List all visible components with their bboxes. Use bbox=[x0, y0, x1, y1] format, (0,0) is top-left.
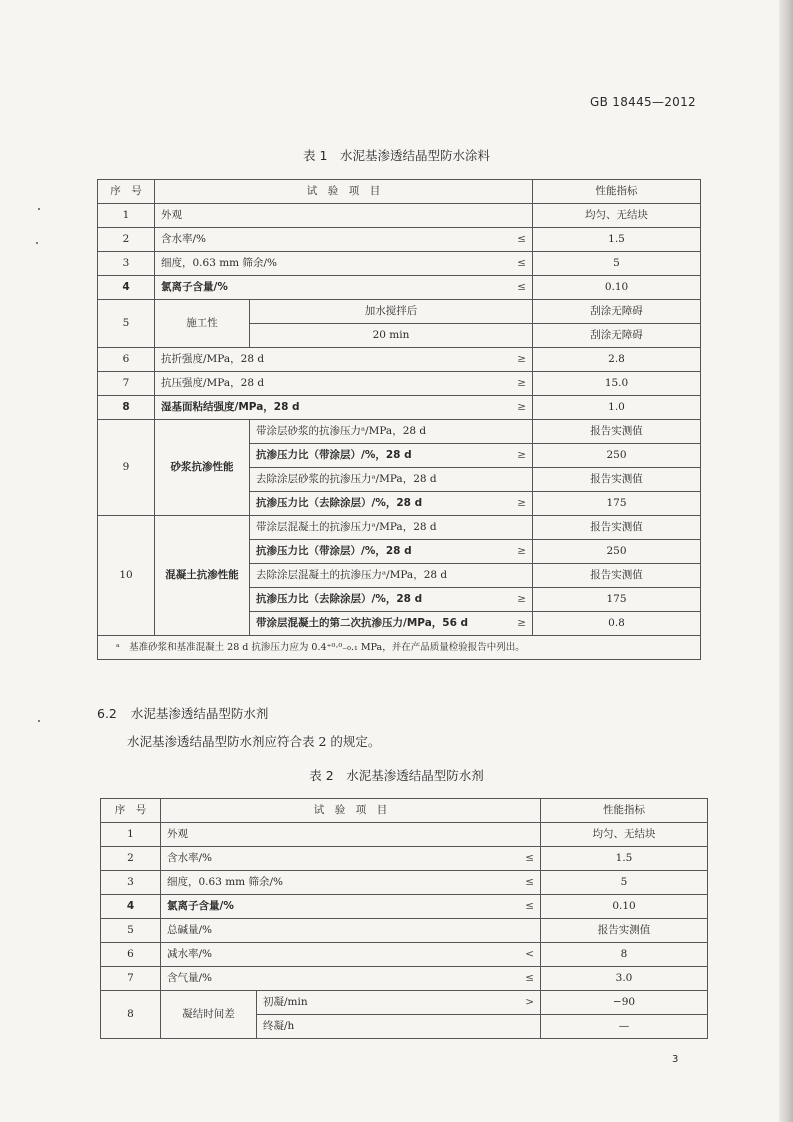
header-no: 序 号 bbox=[101, 799, 161, 823]
row-symbol: ≥ bbox=[500, 588, 533, 612]
row-symbol: ≥ bbox=[500, 396, 533, 420]
table-footnote-row bbox=[98, 636, 701, 660]
row-no: 7 bbox=[101, 967, 161, 991]
page-number: 3 bbox=[672, 1054, 679, 1065]
row-symbol: ≤ bbox=[507, 967, 541, 991]
row-symbol: ≥ bbox=[500, 612, 533, 636]
header-item: 试 验 项 目 bbox=[161, 799, 541, 823]
row-no: 6 bbox=[98, 348, 155, 372]
row-value: 250 bbox=[533, 444, 701, 468]
row-value: 175 bbox=[533, 588, 701, 612]
row-item: 减水率/% bbox=[161, 943, 507, 967]
section-paragraph: 水泥基渗透结晶型防水剂应符合表 2 的规定。 bbox=[127, 734, 381, 749]
row-value: 15.0 bbox=[533, 372, 701, 396]
row-subitem: 抗渗压力比（去除涂层）/%，28 d bbox=[250, 492, 500, 516]
row-value: −90 bbox=[541, 991, 708, 1015]
row-symbol: ≥ bbox=[500, 348, 533, 372]
row-value: 报告实测值 bbox=[533, 420, 701, 444]
row-value: 0.8 bbox=[533, 612, 701, 636]
row-no: 9 bbox=[98, 420, 155, 516]
page-edge-shadow bbox=[779, 0, 793, 1122]
table-row bbox=[98, 372, 701, 396]
row-value: 报告实测值 bbox=[533, 564, 701, 588]
row-value: 5 bbox=[533, 252, 701, 276]
table-row bbox=[101, 823, 708, 847]
table-row bbox=[98, 420, 701, 444]
table-header-row bbox=[98, 180, 701, 204]
row-no: 2 bbox=[101, 847, 161, 871]
table2-title: 表 2 水泥基渗透结晶型防水剂 bbox=[309, 768, 484, 783]
scan-speck bbox=[36, 242, 38, 244]
row-item: 抗折强度/MPa，28 d bbox=[155, 348, 500, 372]
row-no: 2 bbox=[98, 228, 155, 252]
row-symbol: < bbox=[507, 943, 541, 967]
row-value: 5 bbox=[541, 871, 708, 895]
row-item: 细度，0.63 mm 筛余/% bbox=[161, 871, 507, 895]
row-value: 刮涂无障碍 bbox=[533, 300, 701, 324]
table2 bbox=[100, 798, 708, 1039]
row-value: 1.5 bbox=[541, 847, 708, 871]
row-item: 细度，0.63 mm 筛余/% bbox=[155, 252, 500, 276]
row-symbol: ≤ bbox=[500, 228, 533, 252]
table-row bbox=[98, 348, 701, 372]
row-value: 0.10 bbox=[541, 895, 708, 919]
row-symbol: ≤ bbox=[507, 895, 541, 919]
row-value: 3.0 bbox=[541, 967, 708, 991]
table-row bbox=[101, 943, 708, 967]
header-item: 试 验 项 目 bbox=[155, 180, 533, 204]
row-symbol bbox=[500, 516, 533, 540]
row-no: 1 bbox=[98, 204, 155, 228]
table-row bbox=[98, 276, 701, 300]
row-value: 报告实测值 bbox=[541, 919, 708, 943]
row-subitem: 带涂层混凝土的抗渗压力ᵃ/MPa，28 d bbox=[250, 516, 500, 540]
row-value: 175 bbox=[533, 492, 701, 516]
row-group: 凝结时间差 bbox=[161, 991, 257, 1039]
table-header-row bbox=[101, 799, 708, 823]
row-symbol: ≥ bbox=[500, 372, 533, 396]
row-symbol bbox=[500, 420, 533, 444]
row-group: 混凝土抗渗性能 bbox=[155, 516, 250, 636]
row-item: 氯离子含量/% bbox=[161, 895, 507, 919]
table-row bbox=[101, 895, 708, 919]
table-row bbox=[101, 847, 708, 871]
row-value: 均匀、无结块 bbox=[541, 823, 708, 847]
row-group: 施工性 bbox=[155, 300, 250, 348]
row-value: 8 bbox=[541, 943, 708, 967]
scan-speck bbox=[38, 208, 40, 210]
row-no: 5 bbox=[98, 300, 155, 348]
table1-title: 表 1 水泥基渗透结晶型防水涂料 bbox=[303, 148, 490, 163]
row-value: — bbox=[541, 1015, 708, 1039]
row-item: 总碱量/% bbox=[161, 919, 541, 943]
row-subitem: 抗渗压力比（去除涂层）/%，28 d bbox=[250, 588, 500, 612]
row-subitem: 初凝/min bbox=[257, 991, 507, 1015]
row-value: 刮涂无障碍 bbox=[533, 324, 701, 348]
row-no: 3 bbox=[101, 871, 161, 895]
row-item: 含水率/% bbox=[161, 847, 507, 871]
row-subitem: 终凝/h bbox=[257, 1015, 507, 1039]
header-spec: 性能指标 bbox=[533, 180, 701, 204]
row-no: 4 bbox=[101, 895, 161, 919]
row-symbol: ≥ bbox=[500, 540, 533, 564]
section-heading bbox=[97, 704, 268, 722]
row-subitem: 加水搅拌后 bbox=[250, 300, 533, 324]
standard-number: GB 18445—2012 bbox=[590, 95, 696, 109]
table1-footnote: ᵃ 基准砂浆和基准混凝土 28 d 抗渗压力应为 0.4⁺⁰·⁰₋₀.₁ MPa，并在产品质量检验报告中列出。 bbox=[98, 636, 701, 660]
row-item: 外观 bbox=[155, 204, 533, 228]
row-value: 0.10 bbox=[533, 276, 701, 300]
row-value: 1.0 bbox=[533, 396, 701, 420]
row-item: 湿基面粘结强度/MPa，28 d bbox=[155, 396, 500, 420]
row-item: 氯离子含量/% bbox=[155, 276, 500, 300]
table-row bbox=[98, 396, 701, 420]
row-subitem: 带涂层混凝土的第二次抗渗压力/MPa，56 d bbox=[250, 612, 500, 636]
row-symbol bbox=[500, 468, 533, 492]
row-no: 8 bbox=[101, 991, 161, 1039]
row-subitem: 带涂层砂浆的抗渗压力ᵃ/MPa，28 d bbox=[250, 420, 500, 444]
row-subitem: 抗渗压力比（带涂层）/%，28 d bbox=[250, 540, 500, 564]
row-subitem: 抗渗压力比（带涂层）/%，28 d bbox=[250, 444, 500, 468]
row-symbol: ≤ bbox=[500, 252, 533, 276]
scan-speck bbox=[38, 720, 40, 722]
row-value: 报告实测值 bbox=[533, 516, 701, 540]
table-row bbox=[98, 204, 701, 228]
row-no: 5 bbox=[101, 919, 161, 943]
row-item: 含水率/% bbox=[155, 228, 500, 252]
table1 bbox=[97, 179, 701, 660]
row-group: 砂浆抗渗性能 bbox=[155, 420, 250, 516]
table-row bbox=[101, 919, 708, 943]
row-subitem: 去除涂层混凝土的抗渗压力ᵃ/MPa，28 d bbox=[250, 564, 500, 588]
row-subitem: 20 min bbox=[250, 324, 533, 348]
row-symbol: ≤ bbox=[507, 871, 541, 895]
table-row bbox=[98, 300, 701, 324]
row-subitem: 去除涂层砂浆的抗渗压力ᵃ/MPa，28 d bbox=[250, 468, 500, 492]
table-row bbox=[101, 991, 708, 1015]
row-symbol bbox=[507, 1015, 541, 1039]
row-no: 7 bbox=[98, 372, 155, 396]
table-row bbox=[98, 516, 701, 540]
table-row bbox=[98, 228, 701, 252]
header-spec: 性能指标 bbox=[541, 799, 708, 823]
row-item: 含气量/% bbox=[161, 967, 507, 991]
row-no: 4 bbox=[98, 276, 155, 300]
row-value: 1.5 bbox=[533, 228, 701, 252]
section-title: 水泥基渗透结晶型防水剂 bbox=[130, 706, 269, 721]
row-value: 报告实测值 bbox=[533, 468, 701, 492]
section-number: 6.2 bbox=[97, 706, 117, 721]
row-item: 抗压强度/MPa，28 d bbox=[155, 372, 500, 396]
row-value: 均匀、无结块 bbox=[533, 204, 701, 228]
row-symbol: ≤ bbox=[500, 276, 533, 300]
header-no: 序 号 bbox=[98, 180, 155, 204]
row-no: 8 bbox=[98, 396, 155, 420]
row-no: 10 bbox=[98, 516, 155, 636]
row-no: 3 bbox=[98, 252, 155, 276]
table-row bbox=[101, 967, 708, 991]
row-symbol: ≤ bbox=[507, 847, 541, 871]
table-row bbox=[98, 252, 701, 276]
row-symbol: ≥ bbox=[500, 444, 533, 468]
row-item: 外观 bbox=[161, 823, 541, 847]
row-symbol: > bbox=[507, 991, 541, 1015]
row-symbol: ≥ bbox=[500, 492, 533, 516]
row-no: 6 bbox=[101, 943, 161, 967]
row-value: 250 bbox=[533, 540, 701, 564]
row-symbol bbox=[500, 564, 533, 588]
row-value: 2.8 bbox=[533, 348, 701, 372]
table-row bbox=[101, 871, 708, 895]
row-no: 1 bbox=[101, 823, 161, 847]
